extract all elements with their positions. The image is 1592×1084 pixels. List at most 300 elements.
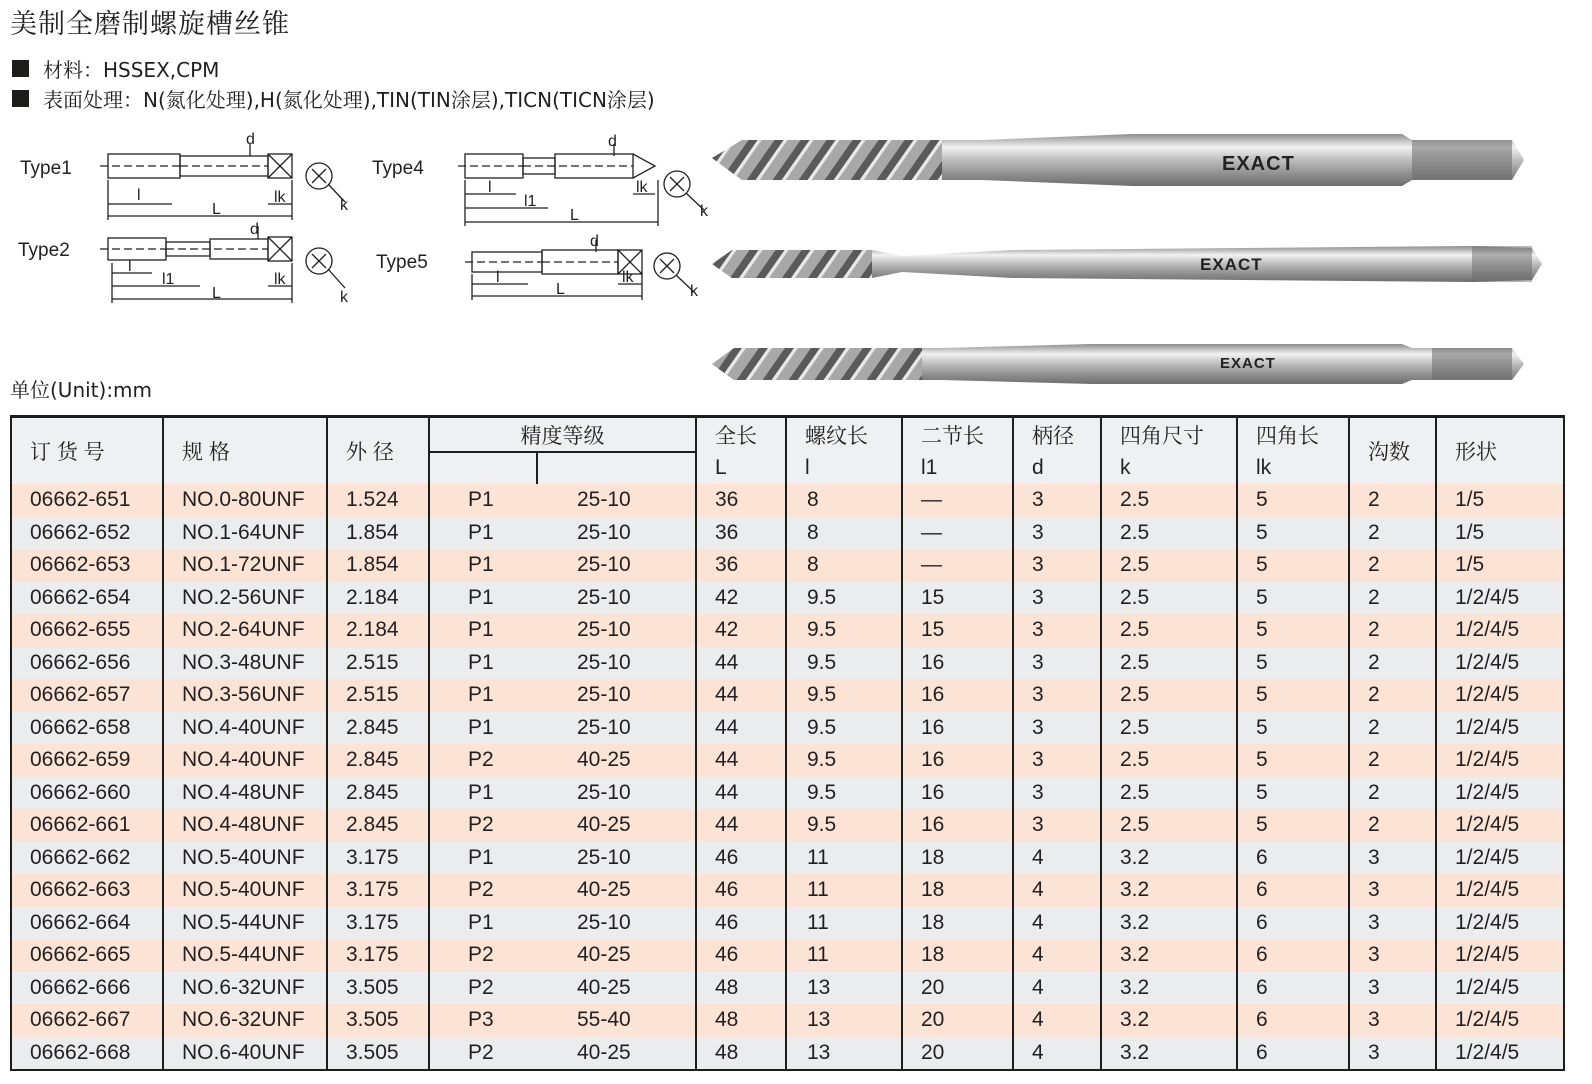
dim-L: L <box>212 285 221 302</box>
cell-second-length: — <box>902 484 1013 517</box>
cell-shank-dia: 4 <box>1013 1037 1101 1071</box>
cell-shank-dia: 3 <box>1013 582 1101 615</box>
dim-L: L <box>212 201 221 218</box>
cell-accuracy-grade: P2 <box>429 939 537 972</box>
cell-spec: NO.4-48UNF <box>163 809 327 842</box>
tap-product-photos <box>712 118 1562 390</box>
type5-label: Type5 <box>376 252 428 273</box>
header-sub-L: L <box>696 452 786 484</box>
header-sub-k: k <box>1101 452 1237 484</box>
cell-order-no: 06662-658 <box>11 712 163 745</box>
table-row <box>11 777 1564 810</box>
cell-outer-dia: 2.184 <box>327 582 429 615</box>
header-thread-length: 螺纹长 <box>786 417 902 453</box>
cell-accuracy-range: 40-25 <box>537 972 696 1005</box>
cell-accuracy-grade: P2 <box>429 744 537 777</box>
cell-accuracy-range: 25-10 <box>537 777 696 810</box>
cell-accuracy-grade: P1 <box>429 549 537 582</box>
table-row <box>11 517 1564 550</box>
cell-flutes: 3 <box>1349 1037 1436 1071</box>
cell-accuracy-range: 25-10 <box>537 614 696 647</box>
cell-shape: 1/2/4/5 <box>1436 842 1564 875</box>
type4-label: Type4 <box>372 158 424 179</box>
cell-outer-dia: 3.175 <box>327 907 429 940</box>
cell-outer-dia: 1.854 <box>327 517 429 550</box>
cell-flutes: 2 <box>1349 744 1436 777</box>
cell-spec: NO.6-32UNF <box>163 1004 327 1037</box>
cell-accuracy-grade: P3 <box>429 1004 537 1037</box>
dim-d: d <box>608 133 617 150</box>
cell-accuracy-grade: P1 <box>429 517 537 550</box>
cell-square-length: 5 <box>1237 712 1349 745</box>
surface-line <box>12 84 655 113</box>
bullet-square-icon <box>12 90 29 107</box>
header-sub-l1: l1 <box>902 452 1013 484</box>
header-sub-lk: lk <box>1237 452 1349 484</box>
dim-l: l <box>137 187 141 204</box>
cell-outer-dia: 3.505 <box>327 972 429 1005</box>
cell-square-length: 5 <box>1237 744 1349 777</box>
cell-outer-dia: 3.505 <box>327 1004 429 1037</box>
header-spec: 规 格 <box>163 417 327 485</box>
cell-thread-length: 9.5 <box>786 614 902 647</box>
cell-shank-dia: 4 <box>1013 842 1101 875</box>
cell-accuracy-range: 25-10 <box>537 647 696 680</box>
cell-accuracy-range: 40-25 <box>537 809 696 842</box>
cell-spec: NO.3-48UNF <box>163 647 327 680</box>
cell-square-length: 6 <box>1237 939 1349 972</box>
cell-accuracy-range: 55-40 <box>537 1004 696 1037</box>
cell-accuracy-range: 40-25 <box>537 874 696 907</box>
cell-square-size: 2.5 <box>1101 549 1237 582</box>
spec-table-body <box>11 484 1564 1070</box>
header-second-length: 二节长 <box>902 417 1013 453</box>
cell-total-length: 44 <box>696 647 786 680</box>
cell-outer-dia: 2.515 <box>327 679 429 712</box>
cell-thread-length: 13 <box>786 972 902 1005</box>
cell-second-length: — <box>902 517 1013 550</box>
cell-thread-length: 13 <box>786 1004 902 1037</box>
cell-total-length: 42 <box>696 582 786 615</box>
dim-k: k <box>340 289 348 306</box>
cell-order-no: 06662-656 <box>11 647 163 680</box>
cell-spec: NO.5-44UNF <box>163 939 327 972</box>
cell-order-no: 06662-659 <box>11 744 163 777</box>
cell-total-length: 44 <box>696 809 786 842</box>
table-row <box>11 582 1564 615</box>
cell-total-length: 48 <box>696 1037 786 1071</box>
cell-shape: 1/2/4/5 <box>1436 679 1564 712</box>
header-accuracy-sub2 <box>537 452 696 484</box>
cell-thread-length: 9.5 <box>786 712 902 745</box>
cell-square-length: 5 <box>1237 484 1349 517</box>
cell-second-length: 18 <box>902 939 1013 972</box>
cell-shank-dia: 3 <box>1013 517 1101 550</box>
cell-thread-length: 9.5 <box>786 582 902 615</box>
cell-spec: NO.2-56UNF <box>163 582 327 615</box>
brand-logo: EXACT <box>1222 153 1295 175</box>
cell-spec: NO.1-72UNF <box>163 549 327 582</box>
cell-square-length: 5 <box>1237 582 1349 615</box>
brand-logo: EXACT <box>1220 355 1276 372</box>
cell-outer-dia: 3.505 <box>327 1037 429 1071</box>
cell-flutes: 3 <box>1349 874 1436 907</box>
cell-flutes: 2 <box>1349 647 1436 680</box>
cell-order-no: 06662-652 <box>11 517 163 550</box>
cell-thread-length: 8 <box>786 484 902 517</box>
cell-square-length: 6 <box>1237 1037 1349 1071</box>
dim-k: k <box>700 203 708 220</box>
cell-flutes: 2 <box>1349 484 1436 517</box>
header-shape: 形状 <box>1436 417 1564 485</box>
unit-label: 单位(Unit):mm <box>10 378 153 402</box>
cell-thread-length: 11 <box>786 842 902 875</box>
cell-square-size: 3.2 <box>1101 1037 1237 1071</box>
cell-total-length: 46 <box>696 874 786 907</box>
cell-order-no: 06662-662 <box>11 842 163 875</box>
dim-L: L <box>556 281 565 298</box>
cell-square-size: 3.2 <box>1101 972 1237 1005</box>
cell-total-length: 36 <box>696 549 786 582</box>
cell-order-no: 06662-664 <box>11 907 163 940</box>
dim-lk: lk <box>274 271 286 288</box>
cell-spec: NO.5-40UNF <box>163 842 327 875</box>
cell-thread-length: 11 <box>786 907 902 940</box>
cell-flutes: 2 <box>1349 712 1436 745</box>
cell-total-length: 46 <box>696 907 786 940</box>
cell-shape: 1/2/4/5 <box>1436 907 1564 940</box>
table-row <box>11 809 1564 842</box>
tap-photo-1 <box>712 134 1524 186</box>
cell-square-size: 2.5 <box>1101 712 1237 745</box>
cell-spec: NO.0-80UNF <box>163 484 327 517</box>
cell-spec: NO.6-32UNF <box>163 972 327 1005</box>
cell-shape: 1/2/4/5 <box>1436 939 1564 972</box>
cell-shank-dia: 3 <box>1013 712 1101 745</box>
cell-shape: 1/5 <box>1436 549 1564 582</box>
cell-second-length: 18 <box>902 907 1013 940</box>
cell-order-no: 06662-661 <box>11 809 163 842</box>
cell-thread-length: 8 <box>786 549 902 582</box>
cell-square-size: 2.5 <box>1101 517 1237 550</box>
table-row <box>11 712 1564 745</box>
cell-second-length: 18 <box>902 842 1013 875</box>
cell-accuracy-range: 25-10 <box>537 517 696 550</box>
table-row <box>11 972 1564 1005</box>
cell-shank-dia: 3 <box>1013 484 1101 517</box>
dim-l1: l1 <box>162 271 175 288</box>
cell-shape: 1/2/4/5 <box>1436 1004 1564 1037</box>
dim-l1: l1 <box>524 193 537 210</box>
cell-outer-dia: 3.175 <box>327 939 429 972</box>
cell-shank-dia: 3 <box>1013 679 1101 712</box>
cell-second-length: 16 <box>902 744 1013 777</box>
cell-total-length: 48 <box>696 972 786 1005</box>
table-row <box>11 842 1564 875</box>
cell-accuracy-range: 25-10 <box>537 679 696 712</box>
type4-drawing <box>458 144 704 226</box>
table-row <box>11 549 1564 582</box>
cell-total-length: 42 <box>696 614 786 647</box>
cell-shape: 1/2/4/5 <box>1436 744 1564 777</box>
header-flutes: 沟数 <box>1349 417 1436 485</box>
cell-accuracy-grade: P1 <box>429 712 537 745</box>
cell-second-length: 15 <box>902 614 1013 647</box>
cell-square-length: 6 <box>1237 972 1349 1005</box>
cell-square-size: 3.2 <box>1101 874 1237 907</box>
cell-thread-length: 9.5 <box>786 777 902 810</box>
cell-shank-dia: 4 <box>1013 1004 1101 1037</box>
cell-square-size: 2.5 <box>1101 744 1237 777</box>
cell-square-length: 6 <box>1237 874 1349 907</box>
cell-accuracy-grade: P1 <box>429 842 537 875</box>
cell-shape: 1/2/4/5 <box>1436 777 1564 810</box>
cell-total-length: 46 <box>696 939 786 972</box>
cell-flutes: 2 <box>1349 809 1436 842</box>
cell-shank-dia: 3 <box>1013 614 1101 647</box>
cell-thread-length: 9.5 <box>786 809 902 842</box>
cell-shank-dia: 3 <box>1013 549 1101 582</box>
cell-shape: 1/2/4/5 <box>1436 647 1564 680</box>
table-row <box>11 874 1564 907</box>
cell-spec: NO.4-40UNF <box>163 744 327 777</box>
dim-lk: lk <box>622 269 634 286</box>
cell-shape: 1/2/4/5 <box>1436 874 1564 907</box>
bullet-square-icon <box>12 60 29 77</box>
cell-flutes: 3 <box>1349 939 1436 972</box>
cell-second-length: 16 <box>902 647 1013 680</box>
cell-flutes: 3 <box>1349 972 1436 1005</box>
cell-accuracy-range: 25-10 <box>537 842 696 875</box>
cell-accuracy-grade: P1 <box>429 582 537 615</box>
cell-outer-dia: 2.184 <box>327 614 429 647</box>
cell-thread-length: 9.5 <box>786 647 902 680</box>
cell-accuracy-grade: P1 <box>429 907 537 940</box>
table-row <box>11 1004 1564 1037</box>
dim-l: l <box>128 258 132 275</box>
cell-flutes: 3 <box>1349 1004 1436 1037</box>
cell-thread-length: 11 <box>786 939 902 972</box>
cell-shape: 1/2/4/5 <box>1436 582 1564 615</box>
cell-order-no: 06662-654 <box>11 582 163 615</box>
cell-total-length: 48 <box>696 1004 786 1037</box>
cell-shape: 1/2/4/5 <box>1436 712 1564 745</box>
cell-order-no: 06662-667 <box>11 1004 163 1037</box>
cell-shank-dia: 4 <box>1013 972 1101 1005</box>
cell-second-length: 16 <box>902 809 1013 842</box>
cell-accuracy-grade: P1 <box>429 614 537 647</box>
header-shank-dia: 柄径 <box>1013 417 1101 453</box>
cell-outer-dia: 3.175 <box>327 874 429 907</box>
cell-shank-dia: 4 <box>1013 907 1101 940</box>
header-sub-d: d <box>1013 452 1101 484</box>
cell-order-no: 06662-666 <box>11 972 163 1005</box>
cell-spec: NO.1-64UNF <box>163 517 327 550</box>
cell-square-size: 2.5 <box>1101 679 1237 712</box>
cell-outer-dia: 1.524 <box>327 484 429 517</box>
cell-shank-dia: 3 <box>1013 777 1101 810</box>
cell-total-length: 44 <box>696 744 786 777</box>
cell-square-size: 2.5 <box>1101 777 1237 810</box>
dim-d: d <box>246 131 255 148</box>
type2-label: Type2 <box>18 240 70 261</box>
cell-square-length: 5 <box>1237 549 1349 582</box>
cell-spec: NO.3-56UNF <box>163 679 327 712</box>
cell-order-no: 06662-665 <box>11 939 163 972</box>
dim-l: l <box>496 269 500 286</box>
cell-shank-dia: 4 <box>1013 939 1101 972</box>
cell-shape: 1/2/4/5 <box>1436 614 1564 647</box>
cell-shank-dia: 4 <box>1013 874 1101 907</box>
cell-second-length: 18 <box>902 874 1013 907</box>
cell-outer-dia: 2.515 <box>327 647 429 680</box>
type1-label: Type1 <box>20 158 72 179</box>
cell-accuracy-range: 25-10 <box>537 484 696 517</box>
table-row <box>11 939 1564 972</box>
table-row <box>11 1037 1564 1071</box>
cell-total-length: 44 <box>696 712 786 745</box>
cell-square-length: 5 <box>1237 517 1349 550</box>
cell-order-no: 06662-653 <box>11 549 163 582</box>
cell-shank-dia: 3 <box>1013 647 1101 680</box>
dim-k: k <box>340 197 348 214</box>
cell-spec: NO.2-64UNF <box>163 614 327 647</box>
cell-shape: 1/2/4/5 <box>1436 1037 1564 1071</box>
table-row <box>11 744 1564 777</box>
spec-table <box>10 415 1565 1071</box>
header-square-length: 四角长 <box>1237 417 1349 453</box>
cell-accuracy-grade: P1 <box>429 679 537 712</box>
cell-outer-dia: 2.845 <box>327 712 429 745</box>
cell-second-length: 16 <box>902 777 1013 810</box>
header-outer-dia: 外 径 <box>327 417 429 485</box>
cell-flutes: 2 <box>1349 777 1436 810</box>
cell-second-length: 20 <box>902 1004 1013 1037</box>
cell-outer-dia: 1.854 <box>327 549 429 582</box>
cell-second-length: 20 <box>902 972 1013 1005</box>
cell-square-length: 5 <box>1237 809 1349 842</box>
cell-outer-dia: 3.175 <box>327 842 429 875</box>
cell-square-size: 3.2 <box>1101 842 1237 875</box>
header-accuracy-sub1 <box>429 452 537 484</box>
tap-type-diagrams <box>0 118 720 318</box>
cell-order-no: 06662-655 <box>11 614 163 647</box>
header-total-length: 全长 <box>696 417 786 453</box>
header-accuracy: 精度等级 <box>429 417 696 453</box>
material-text: 材料：HSSEX,CPM <box>43 58 220 82</box>
cell-square-length: 6 <box>1237 842 1349 875</box>
cell-square-size: 3.2 <box>1101 1004 1237 1037</box>
cell-second-length: 15 <box>902 582 1013 615</box>
cell-accuracy-range: 40-25 <box>537 939 696 972</box>
cell-total-length: 36 <box>696 484 786 517</box>
cell-accuracy-range: 25-10 <box>537 582 696 615</box>
header-order-no: 订 货 号 <box>11 417 163 485</box>
cell-square-size: 2.5 <box>1101 614 1237 647</box>
cell-spec: NO.4-40UNF <box>163 712 327 745</box>
brand-logo: EXACT <box>1200 255 1263 274</box>
cell-order-no: 06662-657 <box>11 679 163 712</box>
cell-square-length: 6 <box>1237 907 1349 940</box>
cell-order-no: 06662-651 <box>11 484 163 517</box>
cell-accuracy-range: 40-25 <box>537 744 696 777</box>
cell-shank-dia: 3 <box>1013 744 1101 777</box>
table-row <box>11 679 1564 712</box>
surface-text: 表面处理：N(氮化处理),H(氮化处理),TIN(TIN涂层),TICN(TICN涂层) <box>43 88 655 112</box>
tap-photo-2 <box>712 246 1542 282</box>
cell-second-length: — <box>902 549 1013 582</box>
dim-d: d <box>250 221 259 238</box>
type2-drawing <box>100 226 345 303</box>
table-row <box>11 907 1564 940</box>
cell-square-length: 5 <box>1237 647 1349 680</box>
cell-square-size: 2.5 <box>1101 484 1237 517</box>
cell-flutes: 2 <box>1349 582 1436 615</box>
cell-second-length: 16 <box>902 712 1013 745</box>
table-row <box>11 484 1564 517</box>
header-sub-l: l <box>786 452 902 484</box>
cell-order-no: 06662-663 <box>11 874 163 907</box>
cell-square-size: 3.2 <box>1101 939 1237 972</box>
material-line <box>12 54 219 83</box>
cell-accuracy-grade: P1 <box>429 647 537 680</box>
cell-shape: 1/2/4/5 <box>1436 972 1564 1005</box>
tap-photo-3 <box>712 344 1524 384</box>
cell-total-length: 46 <box>696 842 786 875</box>
cell-accuracy-grade: P1 <box>429 484 537 517</box>
cell-shape: 1/5 <box>1436 517 1564 550</box>
cell-outer-dia: 2.845 <box>327 777 429 810</box>
cell-thread-length: 9.5 <box>786 744 902 777</box>
cell-total-length: 36 <box>696 517 786 550</box>
cell-flutes: 2 <box>1349 549 1436 582</box>
type1-drawing <box>100 144 345 220</box>
cell-square-length: 6 <box>1237 1004 1349 1037</box>
cell-thread-length: 9.5 <box>786 679 902 712</box>
page-title: 美制全磨制螺旋槽丝锥 <box>10 9 290 40</box>
cell-spec: NO.6-40UNF <box>163 1037 327 1071</box>
cell-flutes: 2 <box>1349 517 1436 550</box>
cell-accuracy-range: 40-25 <box>537 1037 696 1071</box>
cell-square-size: 3.2 <box>1101 907 1237 940</box>
dim-lk: lk <box>636 179 648 196</box>
cell-accuracy-range: 25-10 <box>537 712 696 745</box>
cell-square-length: 5 <box>1237 614 1349 647</box>
dim-L: L <box>570 207 579 224</box>
cell-accuracy-grade: P2 <box>429 809 537 842</box>
dim-lk: lk <box>274 189 286 206</box>
cell-accuracy-range: 25-10 <box>537 549 696 582</box>
table-row <box>11 614 1564 647</box>
cell-spec: NO.4-48UNF <box>163 777 327 810</box>
header-square-size: 四角尺寸 <box>1101 417 1237 453</box>
cell-square-size: 2.5 <box>1101 809 1237 842</box>
cell-shape: 1/5 <box>1436 484 1564 517</box>
cell-shank-dia: 3 <box>1013 809 1101 842</box>
cell-flutes: 3 <box>1349 842 1436 875</box>
cell-total-length: 44 <box>696 777 786 810</box>
cell-outer-dia: 2.845 <box>327 809 429 842</box>
cell-total-length: 44 <box>696 679 786 712</box>
cell-square-length: 5 <box>1237 679 1349 712</box>
cell-second-length: 20 <box>902 1037 1013 1071</box>
cell-accuracy-grade: P2 <box>429 1037 537 1071</box>
cell-flutes: 3 <box>1349 907 1436 940</box>
cell-square-size: 2.5 <box>1101 582 1237 615</box>
cell-second-length: 16 <box>902 679 1013 712</box>
cell-spec: NO.5-40UNF <box>163 874 327 907</box>
cell-square-length: 5 <box>1237 777 1349 810</box>
